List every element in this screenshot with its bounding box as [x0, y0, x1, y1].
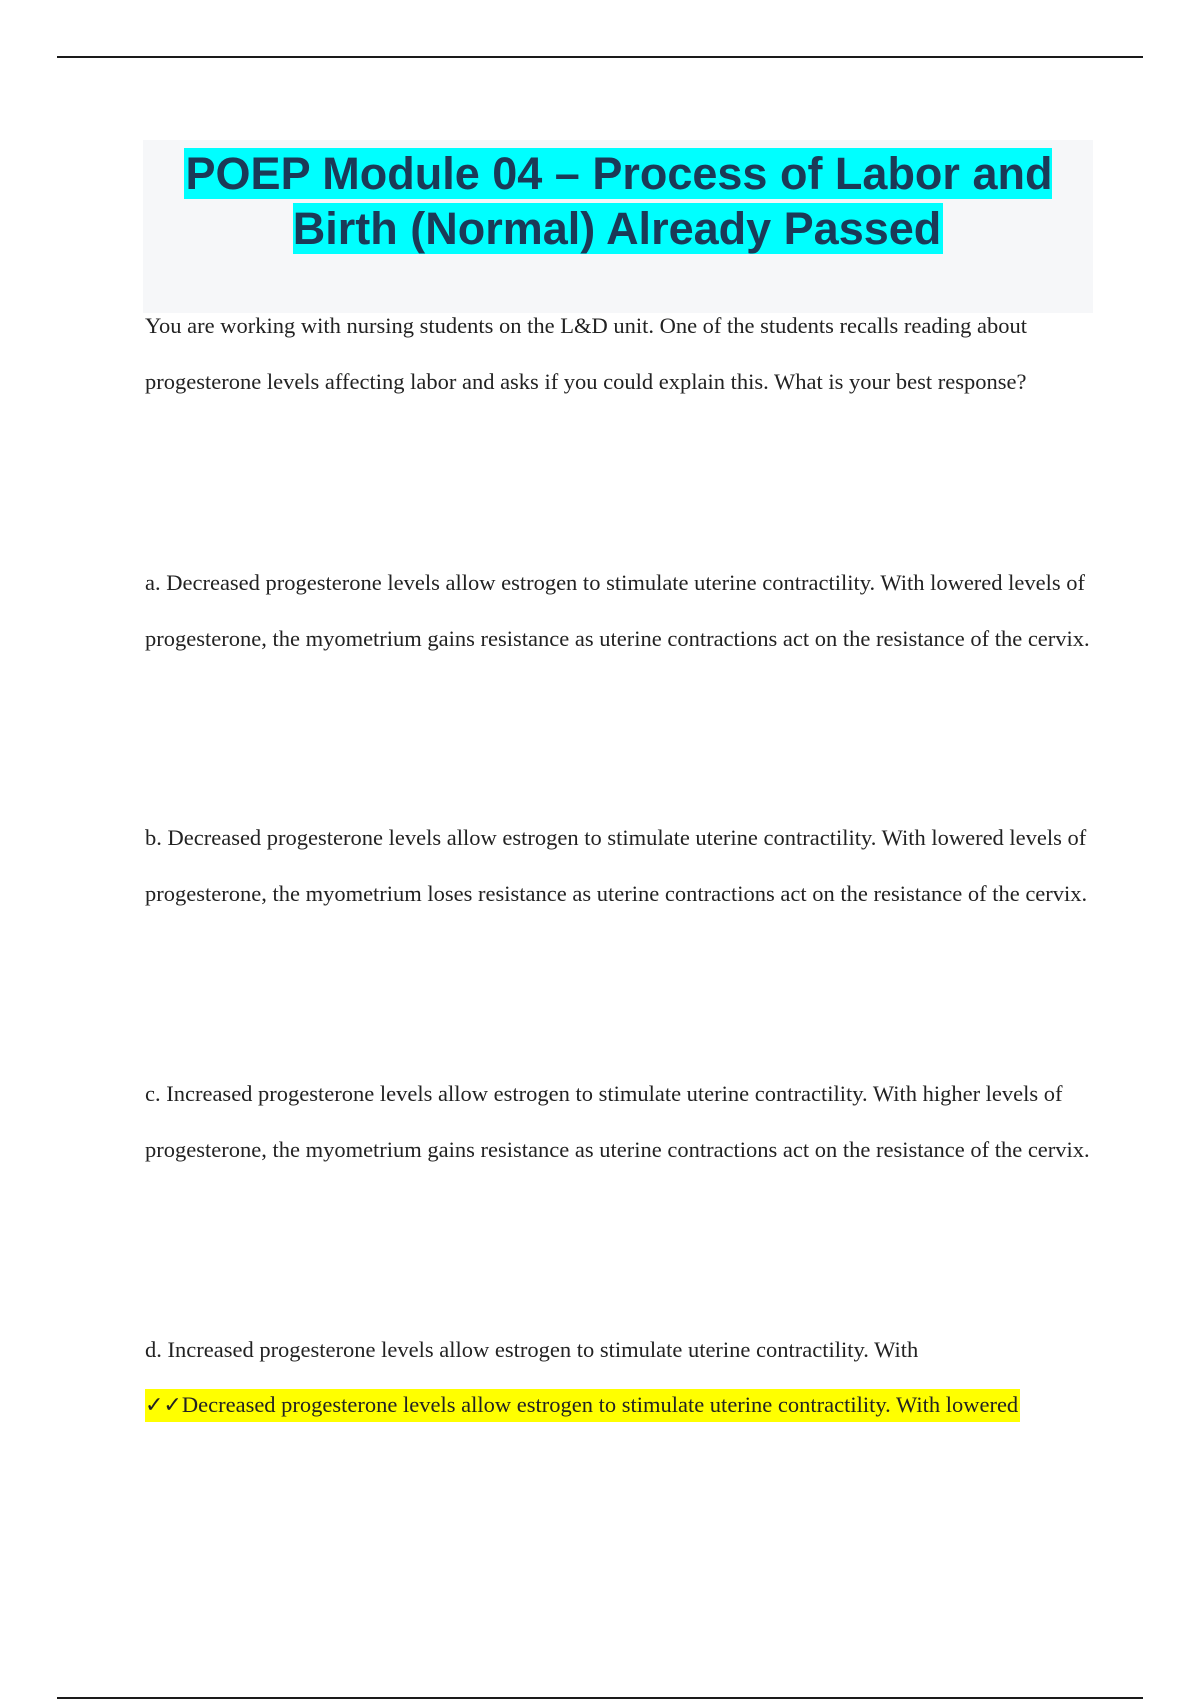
answer-text: Decreased progesterone levels allow estrogen to stimulate uterine contractility. With lowered — [181, 1392, 1019, 1417]
title-highlight: POEP Module 04 – Process of Labor and Birth (Normal) Already Passed — [185, 148, 1053, 254]
option-d: d. Increased progesterone levels allow estrogen to stimulate uterine contractility. With — [145, 1337, 919, 1362]
title-block — [143, 140, 1093, 313]
top-rule — [57, 56, 1143, 58]
question-stem: You are working with nursing students on the L&D unit. One of the students recalls reading about progesterone levels affecting labor and asks if you could explain this. What is your best response? — [145, 313, 1027, 394]
option-c: c. Increased progesterone levels allow estrogen to stimulate uterine contractility. With higher levels of progesterone, the myometrium gains resistance as uterine contractions act on the resistance of the cervix. — [145, 1081, 1090, 1162]
bottom-rule — [57, 1697, 1143, 1699]
document-title — [143, 140, 1093, 256]
option-b: b. Decreased progesterone levels allow estrogen to stimulate uterine contractility. With lowered levels of progesterone, the myometrium loses resistance as uterine contractions act on the resistance of the cervix. — [145, 825, 1088, 906]
correct-answer — [145, 1389, 1020, 1422]
checkmark-icon: ✓✓ — [145, 1393, 182, 1418]
option-a: a. Decreased progesterone levels allow estrogen to stimulate uterine contractility. With lowered levels of progesterone, the myometrium gains resistance as uterine contractions act on the resistance of the cervix. — [145, 570, 1090, 651]
